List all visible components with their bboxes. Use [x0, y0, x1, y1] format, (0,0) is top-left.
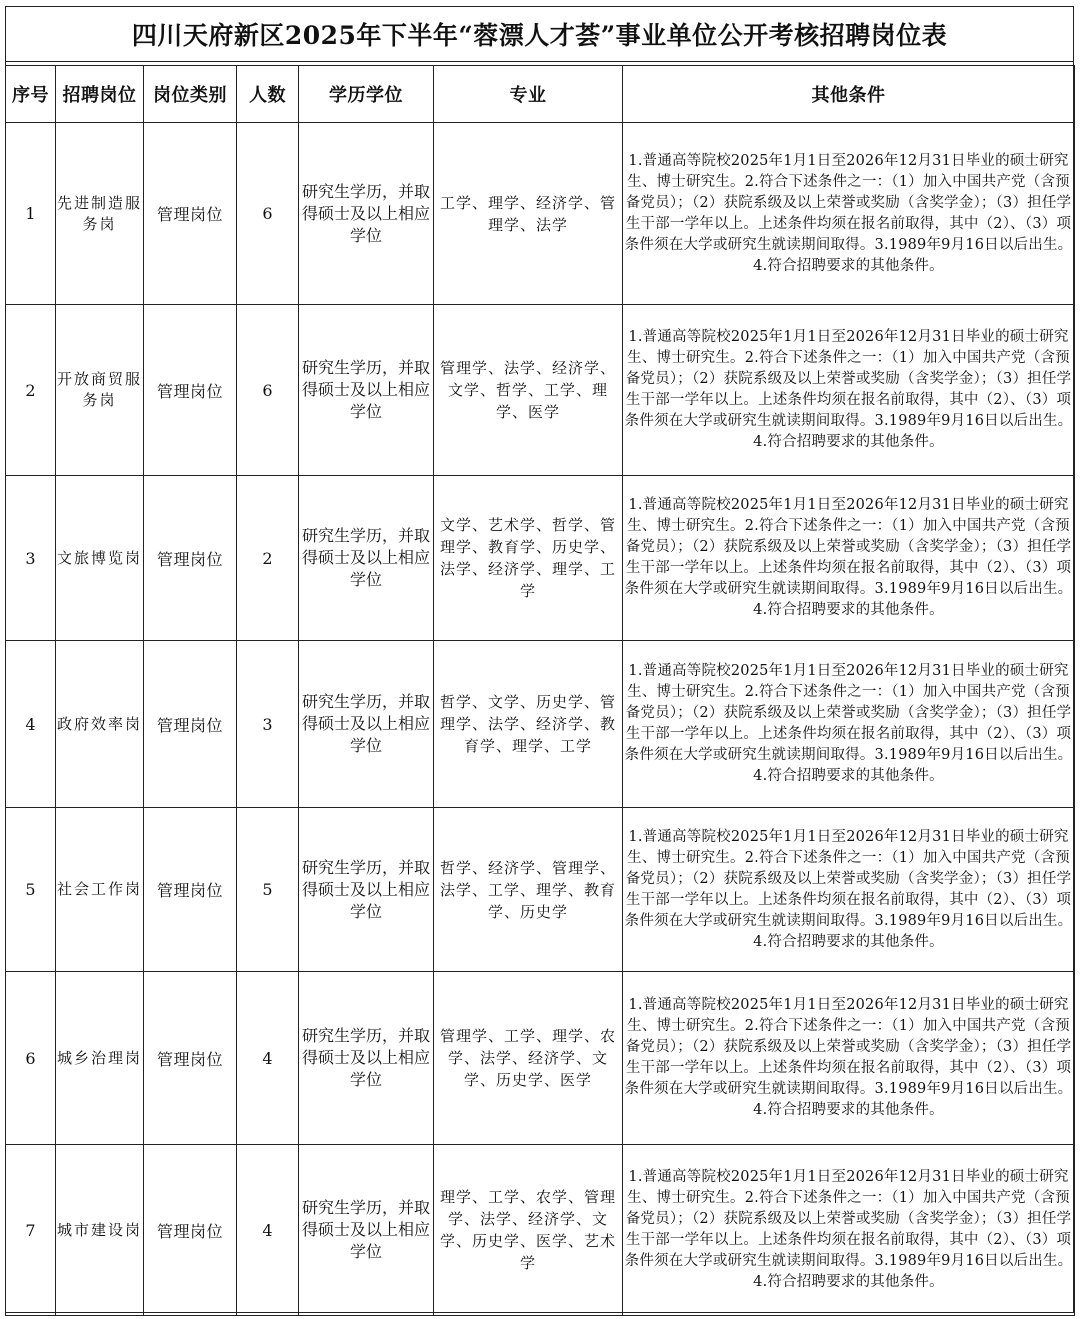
row-type: 管理岗位: [144, 972, 237, 1145]
header-post: 招聘岗位: [56, 66, 144, 123]
table-row: [6, 123, 1075, 305]
table-row: [6, 476, 1075, 641]
row-type: 管理岗位: [144, 305, 237, 476]
table-row: [6, 808, 1075, 972]
row-post: 城乡治理岗: [56, 972, 144, 1145]
row-type: 管理岗位: [144, 641, 237, 808]
row-education: 研究生学历，并取得硕士及以上相应学位: [299, 972, 434, 1145]
row-count: 6: [237, 123, 299, 305]
row-no: 5: [6, 808, 56, 972]
row-no: 2: [6, 305, 56, 476]
header-major: 专业: [434, 66, 623, 123]
row-type: 管理岗位: [144, 476, 237, 641]
row-type: 管理岗位: [144, 123, 237, 305]
row-no: 4: [6, 641, 56, 808]
table-row: [6, 305, 1075, 476]
table-row: [6, 641, 1075, 808]
row-other-conditions: 1.普通高等院校2025年1月1日至2026年12月31日毕业的硕士研究生、博士研究生。2.符合下述条件之一：（1）加入中国共产党（含预备党员）；（2）获院系级及以上荣誉或奖励（含奖学金）；（3）担任学生干部一学年以上。上述条件均须在报名前取得，其中（2）、（3）项条件须在大学或研究生就读期间取得。3.1989年9月16日以后出生。4.符合招聘要求的其他条件。: [623, 123, 1075, 305]
row-count: 3: [237, 641, 299, 808]
row-education: 研究生学历，并取得硕士及以上相应学位: [299, 305, 434, 476]
row-major: 管理学、法学、经济学、文学、哲学、工学、理学、医学: [434, 305, 623, 476]
row-post: 文旅博览岗: [56, 476, 144, 641]
recruitment-sheet: [5, 6, 1074, 1313]
row-education: 研究生学历，并取得硕士及以上相应学位: [299, 641, 434, 808]
header-count: 人数: [237, 66, 299, 123]
row-post: 先进制造服务岗: [56, 123, 144, 305]
header-no: 序号: [6, 66, 56, 123]
row-type: 管理岗位: [144, 808, 237, 972]
row-post: 社会工作岗: [56, 808, 144, 972]
row-no: 6: [6, 972, 56, 1145]
table-row: [6, 972, 1075, 1145]
row-major: 管理学、工学、理学、农学、法学、经济学、文学、历史学、医学: [434, 972, 623, 1145]
positions-table: [5, 65, 1075, 1316]
row-count: 5: [237, 808, 299, 972]
row-post: 开放商贸服务岗: [56, 305, 144, 476]
row-major: 哲学、文学、历史学、管理学、法学、经济学、教育学、理学、工学: [434, 641, 623, 808]
header-other: 其他条件: [623, 66, 1075, 123]
row-education: 研究生学历，并取得硕士及以上相应学位: [299, 476, 434, 641]
row-no: 1: [6, 123, 56, 305]
row-education: 研究生学历，并取得硕士及以上相应学位: [299, 123, 434, 305]
row-major: 工学、理学、经济学、管理学、法学: [434, 123, 623, 305]
row-post: 政府效率岗: [56, 641, 144, 808]
row-no: 3: [6, 476, 56, 641]
row-other-conditions: 1.普通高等院校2025年1月1日至2026年12月31日毕业的硕士研究生、博士研究生。2.符合下述条件之一：（1）加入中国共产党（含预备党员）；（2）获院系级及以上荣誉或奖励（含奖学金）；（3）担任学生干部一学年以上。上述条件均须在报名前取得，其中（2）、（3）项条件须在大学或研究生就读期间取得。3.1989年9月16日以后出生。4.符合招聘要求的其他条件。: [623, 476, 1075, 641]
row-other-conditions: 1.普通高等院校2025年1月1日至2026年12月31日毕业的硕士研究生、博士研究生。2.符合下述条件之一：（1）加入中国共产党（含预备党员）；（2）获院系级及以上荣誉或奖励（含奖学金）；（3）担任学生干部一学年以上。上述条件均须在报名前取得，其中（2）、（3）项条件须在大学或研究生就读期间取得。3.1989年9月16日以后出生。4.符合招聘要求的其他条件。: [623, 1145, 1075, 1316]
document-title: 四川天府新区2025年下半年“蓉漂人才荟”事业单位公开考核招聘岗位表: [131, 21, 948, 50]
row-post: 城市建设岗: [56, 1145, 144, 1316]
row-other-conditions: 1.普通高等院校2025年1月1日至2026年12月31日毕业的硕士研究生、博士研究生。2.符合下述条件之一：（1）加入中国共产党（含预备党员）；（2）获院系级及以上荣誉或奖励（含奖学金）；（3）担任学生干部一学年以上。上述条件均须在报名前取得，其中（2）、（3）项条件须在大学或研究生就读期间取得。3.1989年9月16日以后出生。4.符合招聘要求的其他条件。: [623, 305, 1075, 476]
row-other-conditions: 1.普通高等院校2025年1月1日至2026年12月31日毕业的硕士研究生、博士研究生。2.符合下述条件之一：（1）加入中国共产党（含预备党员）；（2）获院系级及以上荣誉或奖励（含奖学金）；（3）担任学生干部一学年以上。上述条件均须在报名前取得，其中（2）、（3）项条件须在大学或研究生就读期间取得。3.1989年9月16日以后出生。4.符合招聘要求的其他条件。: [623, 808, 1075, 972]
row-major: 哲学、经济学、管理学、法学、工学、理学、教育学、历史学: [434, 808, 623, 972]
row-major: 文学、艺术学、哲学、管理学、教育学、历史学、法学、经济学、理学、工学: [434, 476, 623, 641]
row-other-conditions: 1.普通高等院校2025年1月1日至2026年12月31日毕业的硕士研究生、博士研究生。2.符合下述条件之一：（1）加入中国共产党（含预备党员）；（2）获院系级及以上荣誉或奖励（含奖学金）；（3）担任学生干部一学年以上。上述条件均须在报名前取得，其中（2）、（3）项条件须在大学或研究生就读期间取得。3.1989年9月16日以后出生。4.符合招聘要求的其他条件。: [623, 972, 1075, 1145]
row-count: 4: [237, 1145, 299, 1316]
row-count: 6: [237, 305, 299, 476]
header-type: 岗位类别: [144, 66, 237, 123]
row-education: 研究生学历，并取得硕士及以上相应学位: [299, 1145, 434, 1316]
row-count: 2: [237, 476, 299, 641]
table-row: [6, 1145, 1075, 1316]
row-other-conditions: 1.普通高等院校2025年1月1日至2026年12月31日毕业的硕士研究生、博士研究生。2.符合下述条件之一：（1）加入中国共产党（含预备党员）；（2）获院系级及以上荣誉或奖励（含奖学金）；（3）担任学生干部一学年以上。上述条件均须在报名前取得，其中（2）、（3）项条件须在大学或研究生就读期间取得。3.1989年9月16日以后出生。4.符合招聘要求的其他条件。: [623, 641, 1075, 808]
table-header-row: [6, 66, 1075, 123]
title-bar: [6, 7, 1073, 62]
row-education: 研究生学历，并取得硕士及以上相应学位: [299, 808, 434, 972]
row-count: 4: [237, 972, 299, 1145]
header-education: 学历学位: [299, 66, 434, 123]
row-major: 理学、工学、农学、管理学、法学、经济学、文学、历史学、医学、艺术学: [434, 1145, 623, 1316]
row-type: 管理岗位: [144, 1145, 237, 1316]
row-no: 7: [6, 1145, 56, 1316]
